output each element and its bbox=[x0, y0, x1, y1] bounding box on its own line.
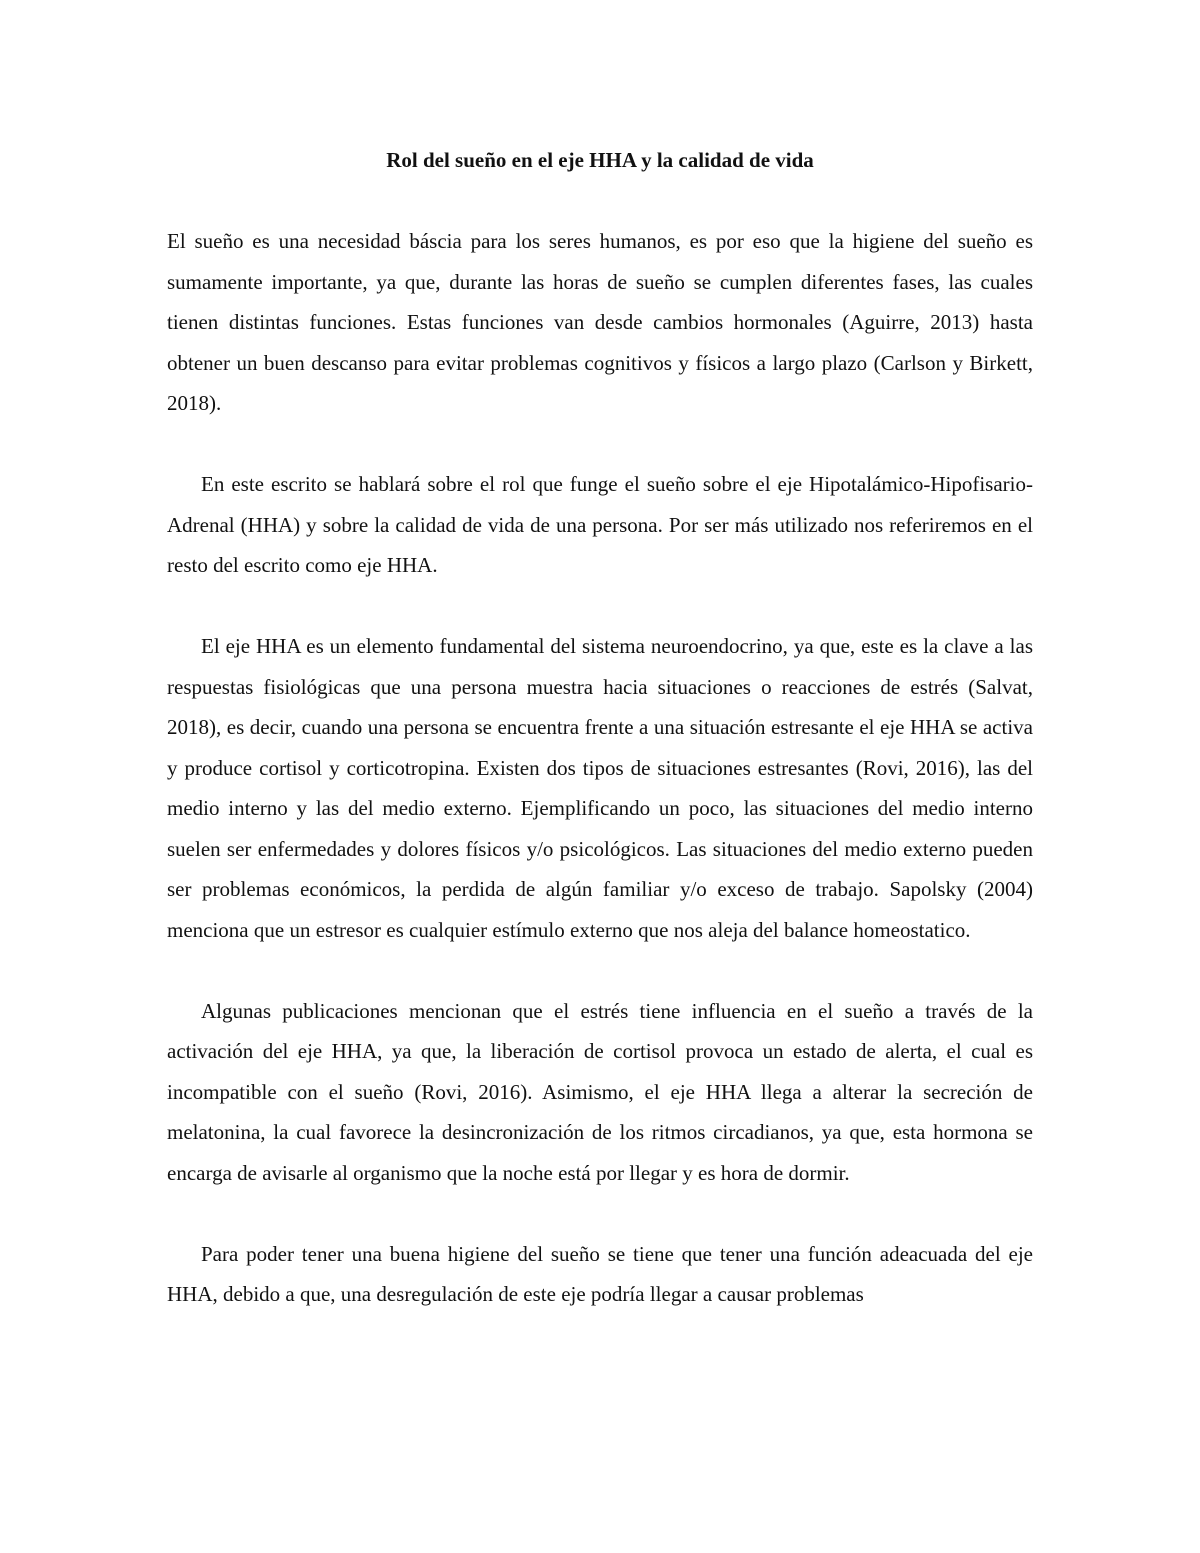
paragraph-hha-axis: El eje HHA es un elemento fundamental del sistema neuroendocrino, ya que, este es la clave a las respuestas fisiológicas que una persona muestra hacia situaciones o reacciones de estrés (Salvat, 2018), es decir, cuando una persona se encuentra frente a una situación estresante el eje HHA se activa y produce cortisol y corticotropina. Existen dos tipos de situaciones estresantes (Rovi, 2016), las del medio interno y las del medio externo. Ejemplificando un poco, las situaciones del medio interno suelen ser enfermedades y dolores físicos y/o psicológicos. Las situaciones del medio externo pueden ser problemas económicos, la perdida de algún familiar y/o exceso de trabajo. Sapolsky (2004) menciona que un estresor es cualquier estímulo externo que nos aleja del balance homeostatico. bbox=[167, 634, 1033, 942]
paragraph-sleep-hygiene: Para poder tener una buena higiene del sueño se tiene que tener una función adeacuada del eje HHA, debido a que, una desregulación de este eje podría llegar a causar problemas bbox=[167, 1241, 1033, 1306]
paragraph-stress-sleep: Algunas publicaciones mencionan que el estrés tiene influencia en el sueño a través de la activación del eje HHA, ya que, la liberación de cortisol provoca un estado de alerta, el cual es incompatible con el sueño (Rovi, 2016). Asimismo, el eje HHA llega a alterar la secreción de melatonina, la cual favorece la desincronización de los ritmos circadianos, ya que, esta hormona se encarga de avisarle al organismo que la noche está por llegar y es hora de dormir. bbox=[167, 998, 1033, 1185]
document-title: Rol del sueño en el eje HHA y la calidad de vida bbox=[386, 148, 814, 172]
document-body bbox=[167, 140, 1033, 1315]
paragraph-intro: El sueño es una necesidad báscia para los seres humanos, es por eso que la higiene del sueño es sumamente importante, ya que, durante las horas de sueño se cumplen diferentes fases, las cuales tienen distintas funciones. Estas funciones van desde cambios hormonales (Aguirre, 2013) hasta obtener un buen descanso para evitar problemas cognitivos y físicos a largo plazo (Carlson y Birkett, 2018). bbox=[167, 229, 1033, 415]
paragraph-scope: En este escrito se hablará sobre el rol que funge el sueño sobre el eje Hipotalámico-Hipofisario-Adrenal (HHA) y sobre la calidad de vida de una persona. Por ser más utilizado nos referiremos en el resto del escrito como eje HHA. bbox=[167, 472, 1033, 577]
